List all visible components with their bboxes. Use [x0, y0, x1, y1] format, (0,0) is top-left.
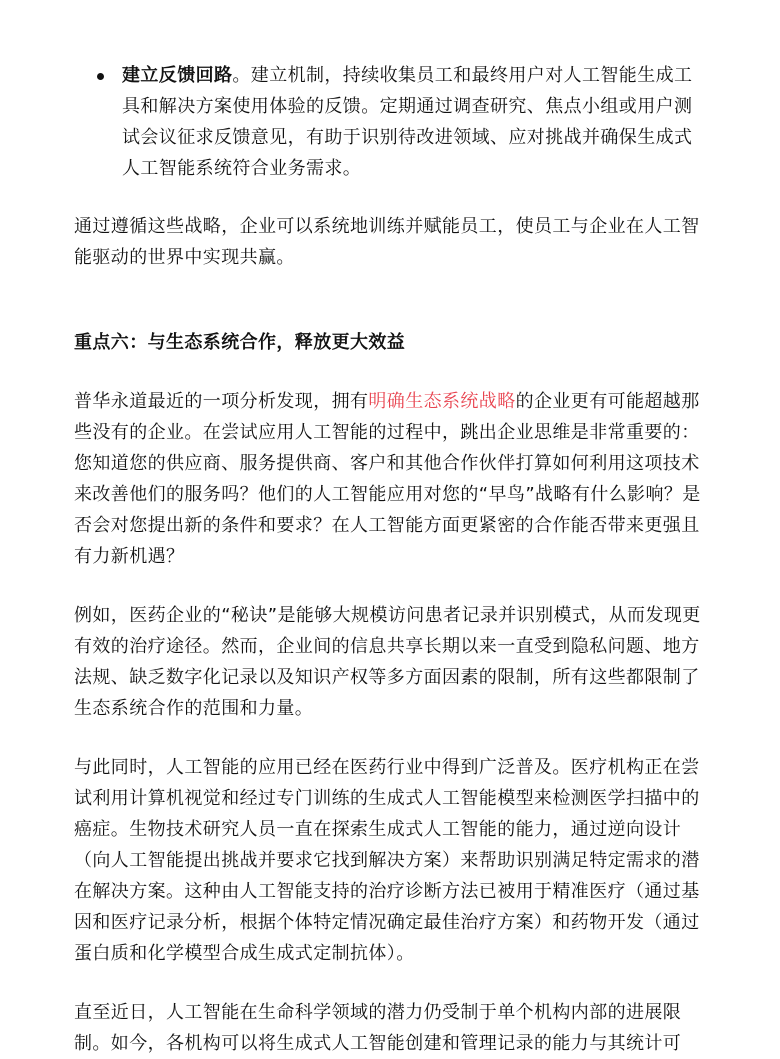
bullet-title: 建立反馈回路	[122, 65, 233, 86]
section-heading: 重点六：与生态系统合作，释放更大效益	[74, 332, 406, 353]
paragraph-pharma-example: 例如，医药企业的“秘诀”是能够大规模访问患者记录并识别模式，从而发现更有效的治疗途径。然而，企业间的信息共享长期以来一直受到隐私问题、地方法规、缺乏数字化记录以及知识产权等多方面因素的限制，所有这些都限制了生态系统合作的范围和力量。	[74, 605, 701, 719]
bullet-item-feedback-loop	[74, 60, 706, 184]
strategy-bullet-list	[74, 60, 706, 184]
bullet-dot-icon	[97, 73, 104, 80]
p1-text-after: 的企业更有可能超越那些没有的企业。在尝试应用人工智能的过程中，跳出企业思维是非常重要的：您知道您的供应商、服务提供商、客户和其他合作伙伴打算如何利用这项技术来改善他们的服务吗？他们的人工智能应用对您的“早鸟”战略有什么影响？是否会对您提出新的条件和要求？在人工智能方面更紧密的合作能否带来更强且有力新机遇？	[74, 391, 701, 567]
summary-paragraph: 通过遵循这些战略，企业可以系统地训练并赋能员工，使员工与企业在人工智能驱动的世界中实现共赢。	[74, 216, 700, 268]
p1-text-before: 普华永道最近的一项分析发现，拥有	[74, 391, 369, 412]
paragraph-ai-in-healthcare: 与此同时，人工智能的应用已经在医药行业中得到广泛普及。医疗机构正在尝试利用计算机视觉和经过专门训练的生成式人工智能模型来检测医学扫描中的癌症。生物技术研究人员一直在探索生成式人工智能的能力，通过逆向设计（向人工智能提出挑战并要求它找到解决方案）来帮助识别满足特定需求的潜在解决方案。这种由人工智能支持的治疗诊断方法已被用于精准医疗（通过基因和医疗记录分析，根据个体特定情况确定最佳治疗方案）和药物开发（通过蛋白质和化学模型合成生成式定制抗体）。	[74, 757, 700, 964]
paragraph-ecosystem-analysis	[74, 386, 706, 572]
bullet-text: 。建立机制，持续收集员工和最终用户对人工智能生成工具和解决方案使用体验的反馈。定期通过调查研究、焦点小组或用户测试会议征求反馈意见，有助于识别待改进领域、应对挑战并确保生成式人工智能系统符合业务需求。	[122, 65, 693, 179]
paragraph-life-sciences: 直至近日，人工智能在生命科学领域的潜力仍受制于单个机构内部的进展限制。如今，各机构可以将生成式人工智能创建和管理记录的能力与其统计可	[74, 1002, 682, 1054]
ecosystem-strategy-link[interactable]: 明确生态系统战略	[368, 391, 516, 412]
